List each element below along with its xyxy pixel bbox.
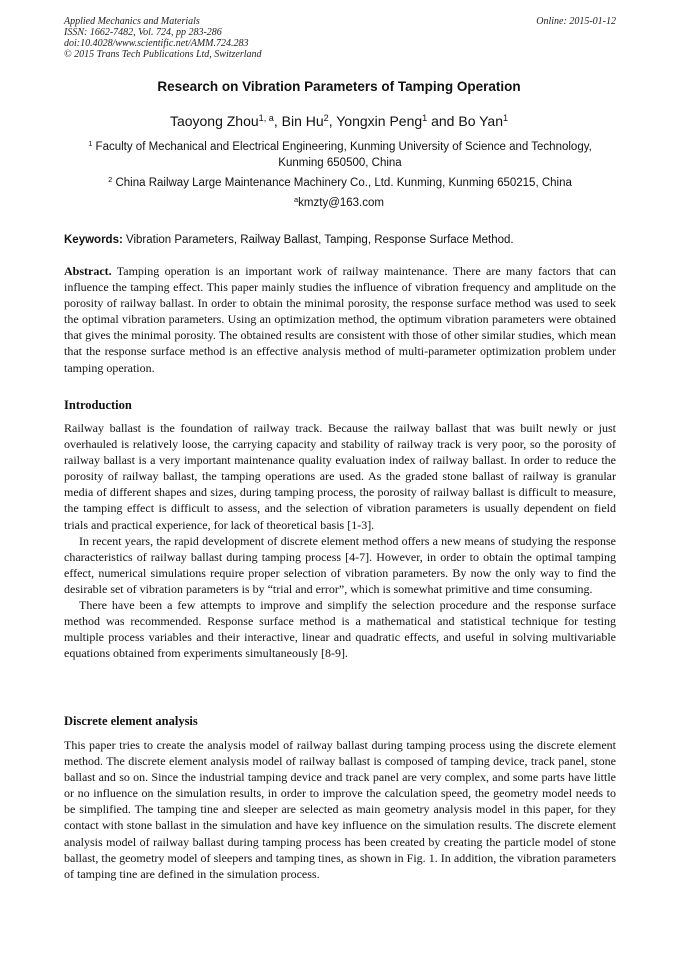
copyright-line: © 2015 Trans Tech Publications Ltd, Switzerland xyxy=(64,49,262,60)
abstract-label: Abstract. xyxy=(64,264,112,278)
paragraph: There have been a few attempts to improve and simplify the selection procedure and the response surface method was recommended. Response surface method is a mathematical and statistical technique for testing multiple process variables and their interactive, linear and quadratic effects, and useful in solving multivariable equations obtained from experiments simultaneously [8-9]. xyxy=(64,598,616,661)
keywords xyxy=(64,234,616,246)
journal-name: Applied Mechanics and Materials xyxy=(64,16,200,27)
affiliation-mark: 2 xyxy=(108,174,113,184)
section-introduction xyxy=(64,420,616,661)
section-discrete-element-analysis xyxy=(64,737,616,882)
keywords-label: Keywords: xyxy=(64,234,123,246)
affiliation-1 xyxy=(64,139,616,171)
section-heading-introduction: Introduction xyxy=(64,398,132,412)
keywords-text: Vibration Parameters, Railway Ballast, Tamping, Response Surface Method. xyxy=(126,234,514,246)
affiliation-text: Faculty of Mechanical and Electrical Engineering, Kunming University of Science and Technology, Kunming 650500, China xyxy=(95,141,592,169)
issn-line: ISSN: 1662-7482, Vol. 724, pp 283-286 xyxy=(64,27,222,38)
online-date: Online: 2015-01-12 xyxy=(536,16,616,27)
affiliation-text: China Railway Large Maintenance Machinery Co., Ltd. Kunming, Kunming 650215, China xyxy=(115,177,572,189)
author-affiliation-mark: 1 xyxy=(503,113,509,123)
paper-title: Research on Vibration Parameters of Tamping Operation xyxy=(157,79,521,94)
author-affiliation-mark: 1, a xyxy=(258,113,274,123)
author-list xyxy=(0,113,678,129)
author-name: Bin Hu xyxy=(281,113,324,129)
email-mark: a xyxy=(294,194,299,204)
author-affiliation-mark: 2 xyxy=(323,113,329,123)
author-separator: , xyxy=(273,113,282,129)
author-name: Taoyong Zhou xyxy=(169,113,259,129)
author-name: Bo Yan xyxy=(458,113,503,129)
section-heading-discrete-element-analysis: Discrete element analysis xyxy=(64,714,198,728)
paragraph: Railway ballast is the foundation of railway track. Because the railway ballast that was built newly or just overhauled is relatively loose, the carrying capacity and stability of railway track is very poor, so the porosity of railway ballast is a very important maintenance quality evaluation index of railway ballast. In order to reduce the porosity of railway ballast, the tamping operations are used. As the graded stone ballast of railway is granular media of different shapes and sizes, during tamping process, the porosity of railway ballast is difficult to measure, the tamping effect is difficult to assess, and the selection of vibration parameters is usually dependent on field trials and practical experience, for lack of theoretical basis [1-3]. xyxy=(64,421,616,532)
doi-line: doi:10.4028/www.scientific.net/AMM.724.283 xyxy=(64,38,249,49)
affiliation-2 xyxy=(64,175,616,191)
author-separator: , xyxy=(328,113,337,129)
abstract-text: Tamping operation is an important work of railway maintenance. There are many factors that can influence the tamping effect. This paper mainly studies the influence of vibration frequency and amplitude on the porosity of railway ballast. In order to obtain the minimal porosity, the response surface method was used to seek the optimal vibration parameters. Using an optimization method, the optimum vibration parameters were obtained that gives the minimal porosity. The obtained results are consistent with those of other similar studies, which mean that the response surface method is an effective analysis method of multi-parameter optimization problem under tamping operation. xyxy=(64,264,616,375)
affiliation-mark: 1 xyxy=(88,138,93,148)
author-email[interactable] xyxy=(0,194,678,209)
paragraph: In recent years, the rapid development of discrete element method offers a new means of studying the response characteristics of railway ballast during tamping process [4-7]. However, in order to obtain the optimal tamping effect, numerical simulations require proper selection of vibration parameters. By now the only way to find the desirable set of vibration parameters is by “trial and error”, which is somewhat primitive and time consuming. xyxy=(64,533,616,596)
author-separator: and xyxy=(427,113,459,129)
paragraph: This paper tries to create the analysis model of railway ballast during tamping process using the discrete element method. The discrete element analysis model of railway ballast is composed of tamping device, track panel, stone ballast and so on. Since the industrial tamping device and track panel are very complex, and some parts have little or no influence on the simulation results, in order to improve the calculation speed, the geometry model needs to be simplified. The tamping tine and sleeper are selected as main geometry analysis model in this paper, for they contact with stone ballast in the simulation and have key influence on the simulation results. The discrete element analysis model of railway ballast during tamping process has been created by creating the particle model of stone ballast, the geometry model of sleepers and tamping tines, as shown in Fig. 1. In addition, the vibration parameters of tamping tine are defined in the simulation process. xyxy=(64,738,616,881)
abstract xyxy=(64,263,616,376)
journal-header xyxy=(64,16,616,60)
author-name: Yongxin Peng xyxy=(336,113,423,129)
email-address[interactable]: kmzty@163.com xyxy=(298,197,384,209)
author-affiliation-mark: 1 xyxy=(422,113,428,123)
